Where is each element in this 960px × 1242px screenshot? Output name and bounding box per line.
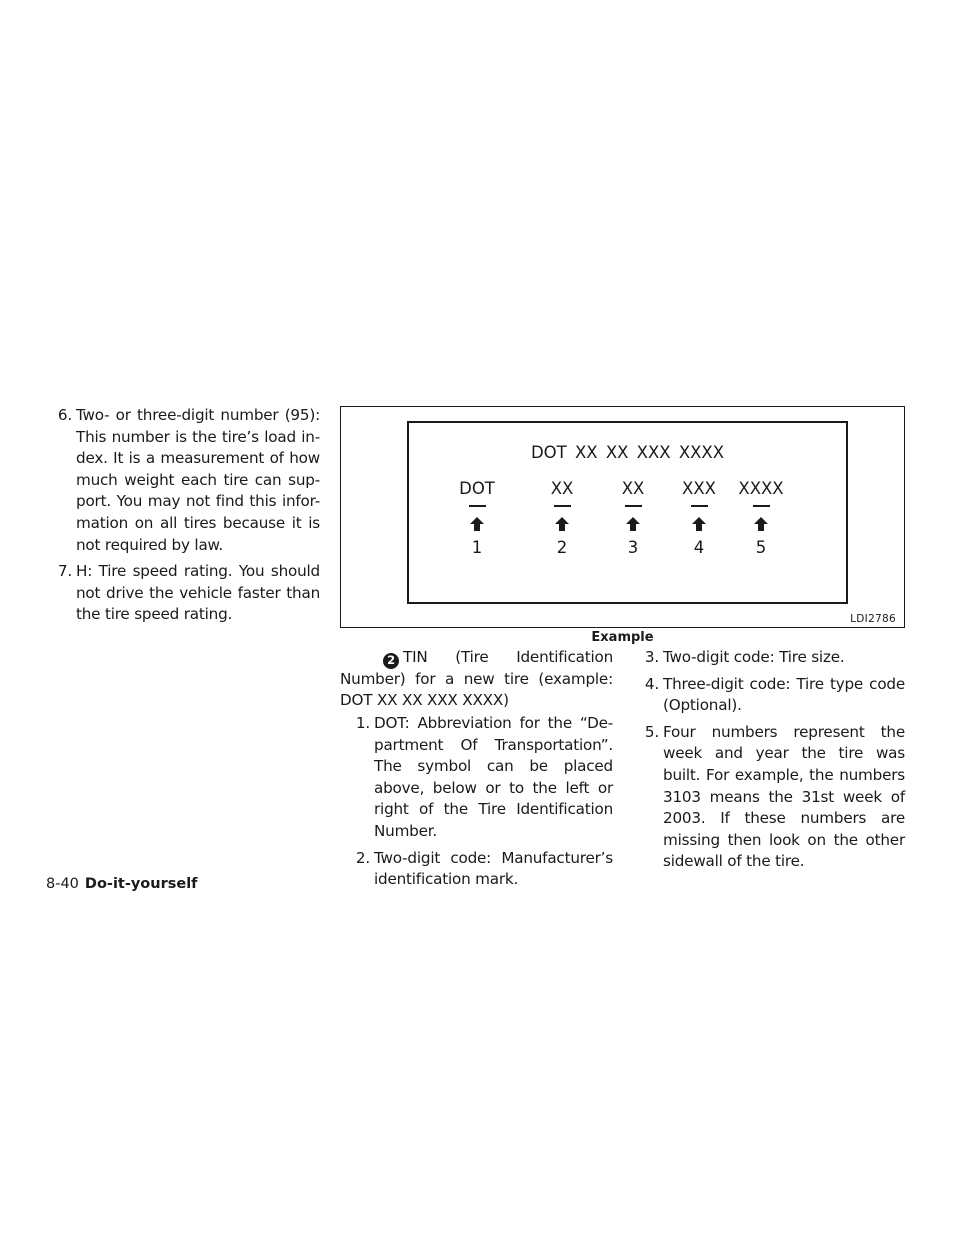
diagram-number: 1 [471, 538, 483, 557]
diagram-label: XXX [682, 479, 716, 498]
section-title: Do-it-yourself [84, 876, 198, 892]
tin-heading [340, 647, 613, 712]
list-number: 5. [644, 722, 659, 741]
list-text: Two-digit code: Manufacturer’s identification mark. [374, 848, 613, 889]
list-item-2 [340, 848, 613, 891]
list-item-3 [633, 647, 905, 669]
right-column [633, 647, 905, 873]
list-number: 2. [355, 848, 370, 867]
diagram-title: DOT XX XX XXX XXXX [530, 443, 725, 462]
diagram-number: 4 [693, 538, 705, 557]
diagram-column-2 [532, 479, 592, 557]
list-number: 6. [57, 406, 72, 424]
up-arrow-icon [691, 516, 707, 532]
diagram-column-4 [669, 479, 729, 557]
dash-line [554, 505, 571, 507]
diagram-number: 5 [755, 538, 767, 557]
dash-line [753, 505, 770, 507]
tin-diagram [407, 421, 848, 604]
list-number: 7. [57, 562, 72, 581]
list-text: Four numbers represent the week and year the tire was built. For example, the numbers 3103 means the 31st week of 2003. If these numbers are missing then look on the other sidewall of the tire. [663, 722, 905, 871]
diagram-label: XX [621, 479, 645, 498]
diagram-number: 3 [627, 538, 639, 557]
list-text: Two- or three-digit number (95): This number is the tire’s load in-dex. It is a measurement of how much weight each tire can sup-port. You may not find this infor-mation on all tires because it is not required by law. [76, 406, 320, 554]
page-footer [46, 876, 198, 892]
list-item-5 [633, 722, 905, 873]
up-arrow-icon [469, 516, 485, 532]
list-item-6 [46, 405, 320, 556]
up-arrow-icon [554, 516, 570, 532]
list-text: DOT: Abbreviation for the “De-partment Of Transportation”. The symbol can be placed above, below or to the left or right of the Tire Identification Number. [374, 713, 613, 840]
list-item-4 [633, 674, 905, 717]
up-arrow-icon [625, 516, 641, 532]
list-number: 4. [644, 674, 659, 693]
dash-line [469, 505, 486, 507]
list-item-1 [340, 713, 613, 843]
list-text: Two-digit code: Tire size. [663, 648, 845, 666]
diagram-label: DOT [459, 479, 495, 498]
list-number: 3. [644, 648, 659, 666]
number-badge-icon: 2 [383, 653, 399, 669]
figure-caption: Example [591, 630, 654, 645]
dash-line [625, 505, 642, 507]
diagram-label: XXXX [738, 479, 784, 498]
up-arrow-icon [753, 516, 769, 532]
middle-column [340, 647, 613, 891]
diagram-label: XX [550, 479, 574, 498]
tin-heading-text: TIN (Tire Identification Number) for a new tire (example: DOT XX XX XXX XXXX) [340, 648, 613, 710]
dash-line [691, 505, 708, 507]
diagram-column-5 [731, 479, 791, 557]
page-number: 8-40 [46, 876, 79, 892]
left-column [46, 405, 320, 626]
list-item-7 [46, 561, 320, 626]
diagram-column-3 [603, 479, 663, 557]
diagram-column-1 [447, 479, 507, 557]
figure-code: LDI2786 [850, 613, 896, 625]
diagram-number: 2 [556, 538, 568, 557]
list-text: Three-digit code: Tire type code (Optional). [663, 674, 905, 715]
list-number: 1. [355, 713, 370, 732]
list-text: H: Tire speed rating. You should not drive the vehicle faster than the tire speed rating. [76, 562, 320, 624]
